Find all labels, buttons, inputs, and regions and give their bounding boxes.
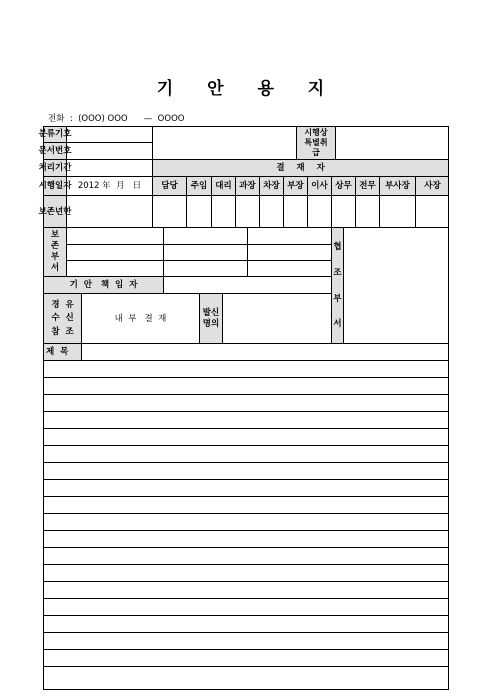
label-enforcement-date: 시행일자 xyxy=(38,181,72,192)
label-via-recipient-reference: 경 유 수 신 참 조 xyxy=(51,300,74,337)
approver-title: 부장 xyxy=(287,181,304,192)
label-approvers-header: 결 재 자 xyxy=(276,163,325,174)
label-sender-name: 발신 명의 xyxy=(202,308,220,329)
approver-title: 이사 xyxy=(311,181,328,192)
label-retention-department xyxy=(43,230,67,274)
label-special-handling: 시행상 특별취 급 xyxy=(304,128,328,157)
approver-title: 상무 xyxy=(335,181,352,192)
label-cooperating-department xyxy=(331,242,344,330)
coop-dept-char-1: 협 xyxy=(333,242,342,252)
approver-title: 과장 xyxy=(239,181,256,192)
coop-dept-char-2: 조 xyxy=(333,267,342,278)
approver-title: 사장 xyxy=(424,181,441,192)
label-classification-code: 분류기호 xyxy=(38,129,72,140)
label-document-number: 문서번호 xyxy=(38,146,72,157)
retention-dept-char-4: 서 xyxy=(50,263,60,274)
internal-approval-text: 내 부 결 재 xyxy=(114,313,167,324)
approver-title: 전무 xyxy=(359,181,376,192)
enforcement-date-value: 2012 年 月 日 xyxy=(77,181,142,192)
retention-dept-char-1: 보 xyxy=(50,230,60,240)
approver-title: 담당 xyxy=(161,181,178,192)
approver-title: 차장 xyxy=(263,181,280,192)
coop-dept-char-4: 서 xyxy=(333,319,342,330)
label-processing-period: 처리기간 xyxy=(38,163,72,174)
retention-dept-char-2: 존 xyxy=(50,241,60,252)
approver-title: 주임 xyxy=(190,181,208,192)
label-subject: 제 목 xyxy=(46,347,69,358)
document-title: 기 안 용 지 xyxy=(156,79,339,99)
coop-dept-char-3: 부 xyxy=(333,293,342,304)
approver-title: 대리 xyxy=(215,181,232,192)
phone-line: 전화 : (OOO) OOO — OOOO xyxy=(48,114,185,124)
label-drafter-in-charge: 기 안 책 임 자 xyxy=(69,280,138,291)
approver-title: 부사장 xyxy=(385,181,410,192)
retention-dept-char-3: 부 xyxy=(50,252,60,263)
label-retention-period: 보존년한 xyxy=(38,206,72,217)
